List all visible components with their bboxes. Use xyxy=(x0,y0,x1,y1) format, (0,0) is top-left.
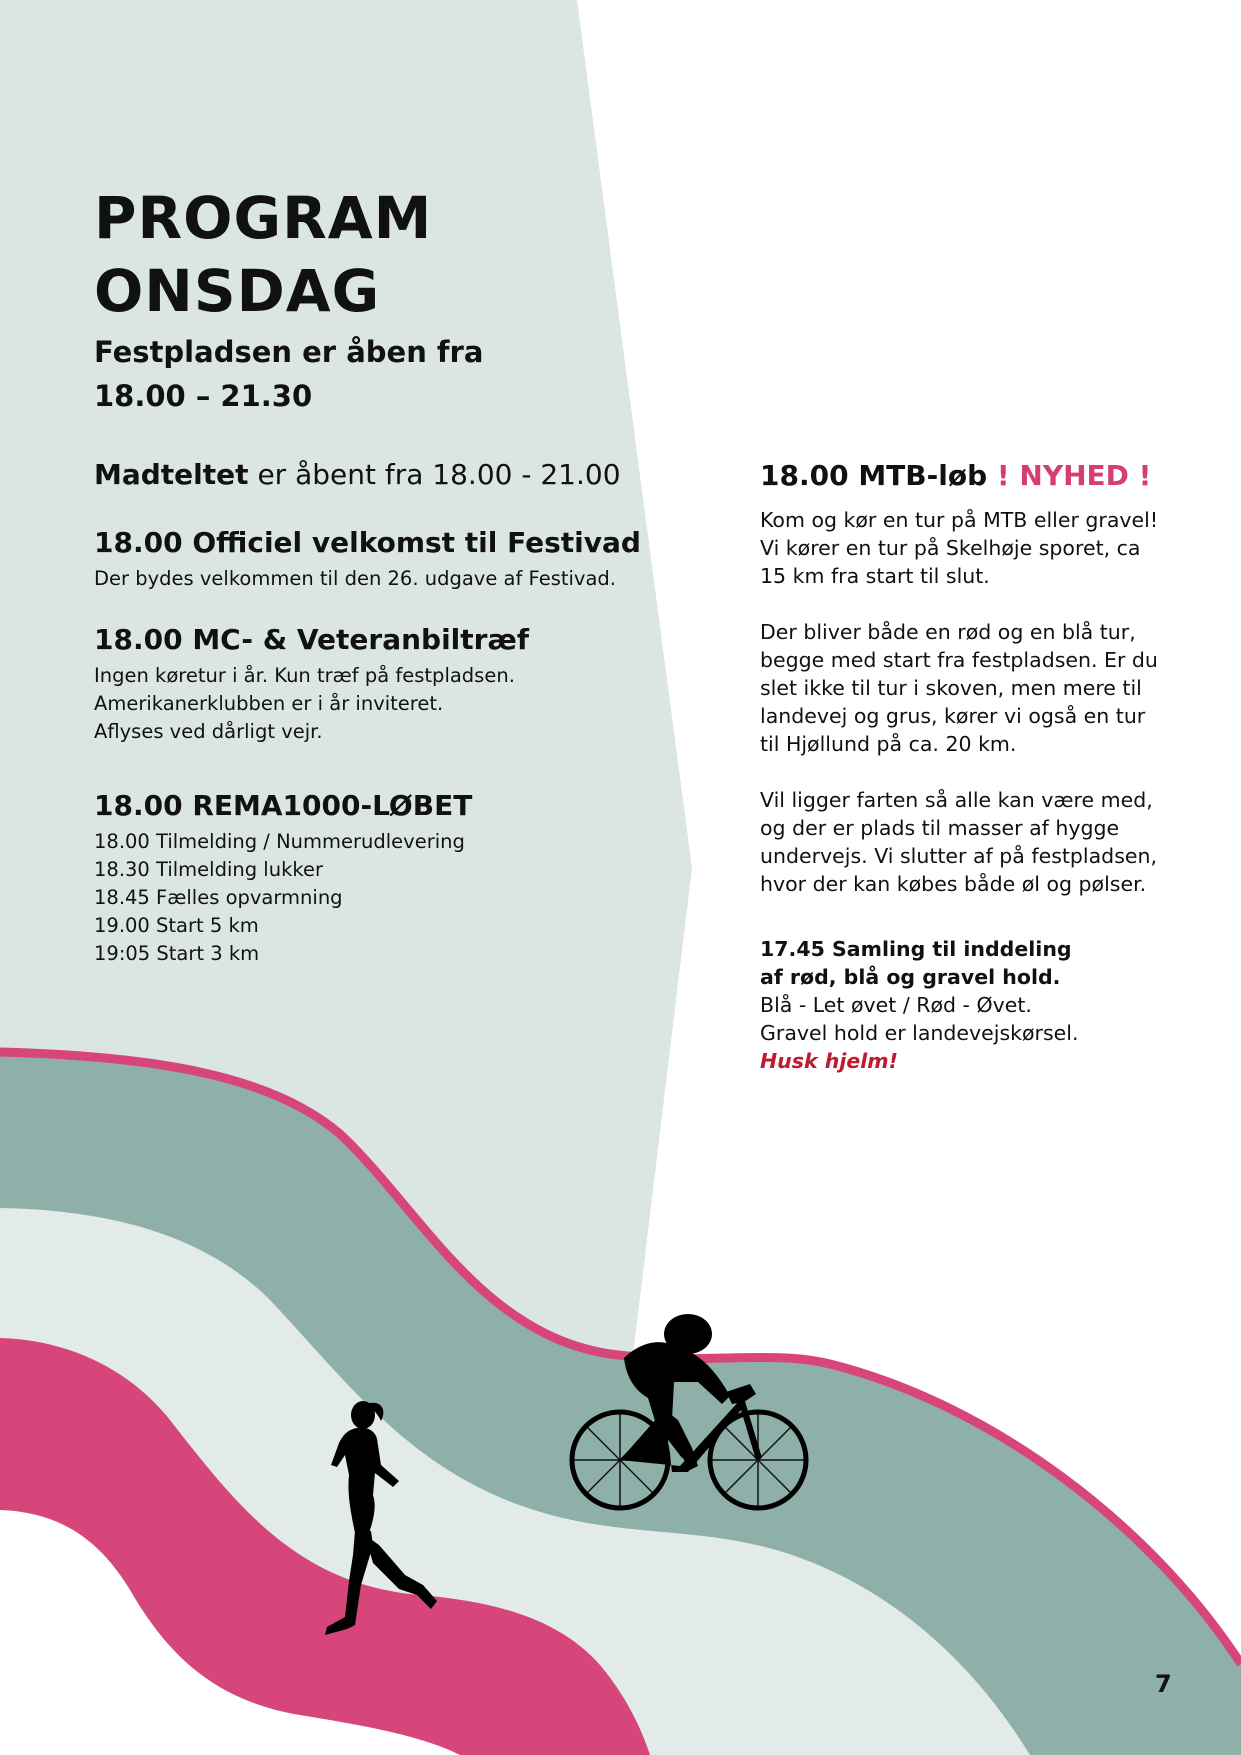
madteltet-bold: Madteltet xyxy=(94,458,249,491)
event-line: 18.00 Tilmelding / Nummerudlevering xyxy=(94,830,465,853)
mtb-heading xyxy=(760,458,1151,494)
event-line: 18.30 Tilmelding lukker xyxy=(94,858,323,881)
page-title xyxy=(94,182,432,328)
mtb-paragraph-3 xyxy=(760,786,1157,898)
event-line: Ingen køretur i år. Kun træf på festpladsen. xyxy=(94,664,515,687)
cyclist-silhouette-icon xyxy=(568,1300,813,1525)
mtb-line: begge med start fra festpladsen. Er du xyxy=(760,648,1158,672)
nyhed-badge: ! NYHED ! xyxy=(996,459,1152,492)
page-number: 7 xyxy=(1155,1670,1172,1698)
event-heading: 18.00 REMA1000-LØBET xyxy=(94,789,473,822)
event-velkomst xyxy=(94,525,641,593)
title-line-2: ONSDAG xyxy=(94,257,381,325)
page-subtitle xyxy=(94,330,483,418)
mtb-line: hvor der kan købes både øl og pølser. xyxy=(760,872,1147,896)
mtb-line: Der bliver både en rød og en blå tur, xyxy=(760,620,1136,644)
mtb-line: undervejs. Vi slutter af på festpladsen, xyxy=(760,844,1157,868)
event-line: 18.45 Fælles opvarmning xyxy=(94,886,343,909)
event-rema1000 xyxy=(94,788,472,968)
subtitle-line-2: 18.00 – 21.30 xyxy=(94,379,313,413)
event-line: 19.00 Start 5 km xyxy=(94,914,259,937)
mtb-line: Kom og kør en tur på MTB eller gravel! xyxy=(760,508,1159,532)
samling-bold-line: af rød, blå og gravel hold. xyxy=(760,965,1061,989)
mtb-line: Vi kører en tur på Skelhøje sporet, ca xyxy=(760,536,1141,560)
subtitle-line-1: Festpladsen er åben fra xyxy=(94,335,484,369)
event-line: 19:05 Start 3 km xyxy=(94,942,260,965)
mtb-heading-text: 18.00 MTB-løb xyxy=(760,459,988,492)
event-line: Der bydes velkommen til den 26. udgave af Festivad. xyxy=(94,567,616,590)
event-mc-veteran xyxy=(94,622,529,746)
mtb-paragraph-2 xyxy=(760,618,1158,758)
event-line: Aflyses ved dårligt vejr. xyxy=(94,720,323,743)
mtb-line: landevej og grus, kører vi også en tur xyxy=(760,704,1146,728)
mtb-line: slet ikke til tur i skoven, men mere til xyxy=(760,676,1142,700)
mtb-samling xyxy=(760,935,1079,1075)
madteltet-line xyxy=(94,458,621,491)
samling-line: Blå - Let øvet / Rød - Øvet. xyxy=(760,993,1032,1017)
event-lines xyxy=(94,828,472,968)
event-heading: 18.00 Officiel velkomst til Festivad xyxy=(94,526,641,559)
title-line-1: PROGRAM xyxy=(94,184,433,252)
mtb-paragraph-1 xyxy=(760,506,1158,590)
husk-hjelm: Husk hjelm! xyxy=(760,1049,898,1073)
mtb-line: og der er plads til masser af hygge xyxy=(760,816,1120,840)
runner-silhouette-icon xyxy=(325,1395,450,1640)
mtb-line: Vil ligger farten så alle kan være med, xyxy=(760,788,1153,812)
samling-bold-line: 17.45 Samling til inddeling xyxy=(760,937,1072,961)
event-heading: 18.00 MC- & Veteranbiltræf xyxy=(94,623,529,656)
samling-line: Gravel hold er landevejskørsel. xyxy=(760,1021,1079,1045)
event-lines xyxy=(94,662,529,746)
mtb-line: til Hjøllund på ca. 20 km. xyxy=(760,732,1017,756)
madteltet-rest: er åbent fra 18.00 - 21.00 xyxy=(248,458,621,491)
event-line: Amerikanerklubben er i år inviteret. xyxy=(94,692,444,715)
mtb-line: 15 km fra start til slut. xyxy=(760,564,990,588)
